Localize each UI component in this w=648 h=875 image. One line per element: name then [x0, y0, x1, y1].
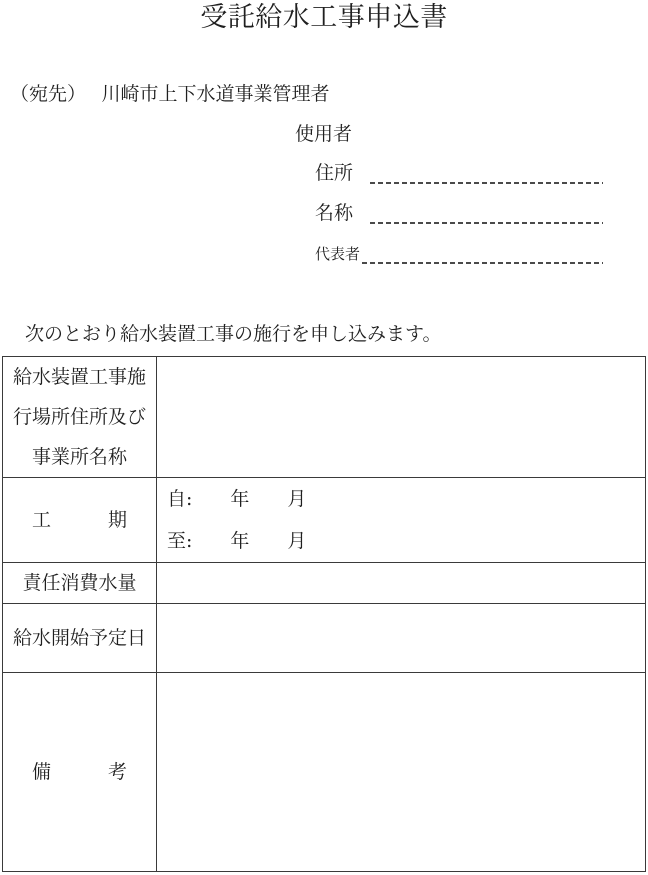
table-row-construction-period — [3, 478, 645, 563]
table-row-responsible-consumption-volume — [3, 563, 645, 604]
construction-site-value-cell — [157, 357, 645, 477]
construction-period-label-cell — [3, 478, 157, 562]
remarks-label-cell — [3, 673, 157, 871]
representative-fill-line — [362, 262, 603, 264]
construction-site-label-line: 行場所住所及び — [12, 406, 146, 428]
supply-start-date-label-cell — [3, 604, 157, 672]
construction-period-value-cell — [157, 478, 645, 562]
table-row-remarks — [3, 673, 645, 871]
construction-period-label: 工 期 — [31, 509, 127, 531]
construction-site-label-line: 給水装置工事施 — [12, 366, 146, 388]
name-field-row — [315, 201, 603, 225]
construction-site-label-cell — [3, 357, 157, 477]
address-field-label: 住所 — [315, 162, 354, 184]
period-to-line: 至: 年 月 — [167, 530, 307, 552]
application-table — [2, 356, 646, 872]
supply-start-date-label: 給水開始予定日 — [12, 627, 146, 649]
representative-field-row — [315, 241, 603, 265]
name-field-label: 名称 — [315, 202, 354, 224]
table-row-supply-start-date — [3, 604, 645, 673]
responsible-consumption-volume-value-cell — [157, 563, 645, 603]
addressee-line: （宛先） 川崎市上下水道事業管理者 — [10, 83, 330, 105]
intro-sentence: 次のとおり給水装置工事の施行を申し込みます。 — [25, 323, 442, 345]
remarks-value-cell — [157, 673, 645, 871]
table-row-construction-site — [3, 357, 645, 478]
responsible-consumption-volume-label-cell — [3, 563, 157, 603]
address-field-row — [315, 161, 603, 185]
construction-site-label-line: 事業所名称 — [31, 446, 127, 468]
name-fill-line — [370, 222, 603, 224]
user-section-heading: 使用者 — [295, 123, 353, 145]
address-fill-line — [370, 182, 603, 184]
representative-field-label: 代表者 — [315, 245, 361, 263]
remarks-label: 備 考 — [31, 761, 127, 783]
responsible-consumption-volume-label: 責任消費水量 — [22, 572, 137, 594]
supply-start-date-value-cell — [157, 604, 645, 672]
period-from-line: 自: 年 月 — [167, 488, 307, 510]
page-title: 受託給水工事申込書 — [200, 2, 448, 33]
